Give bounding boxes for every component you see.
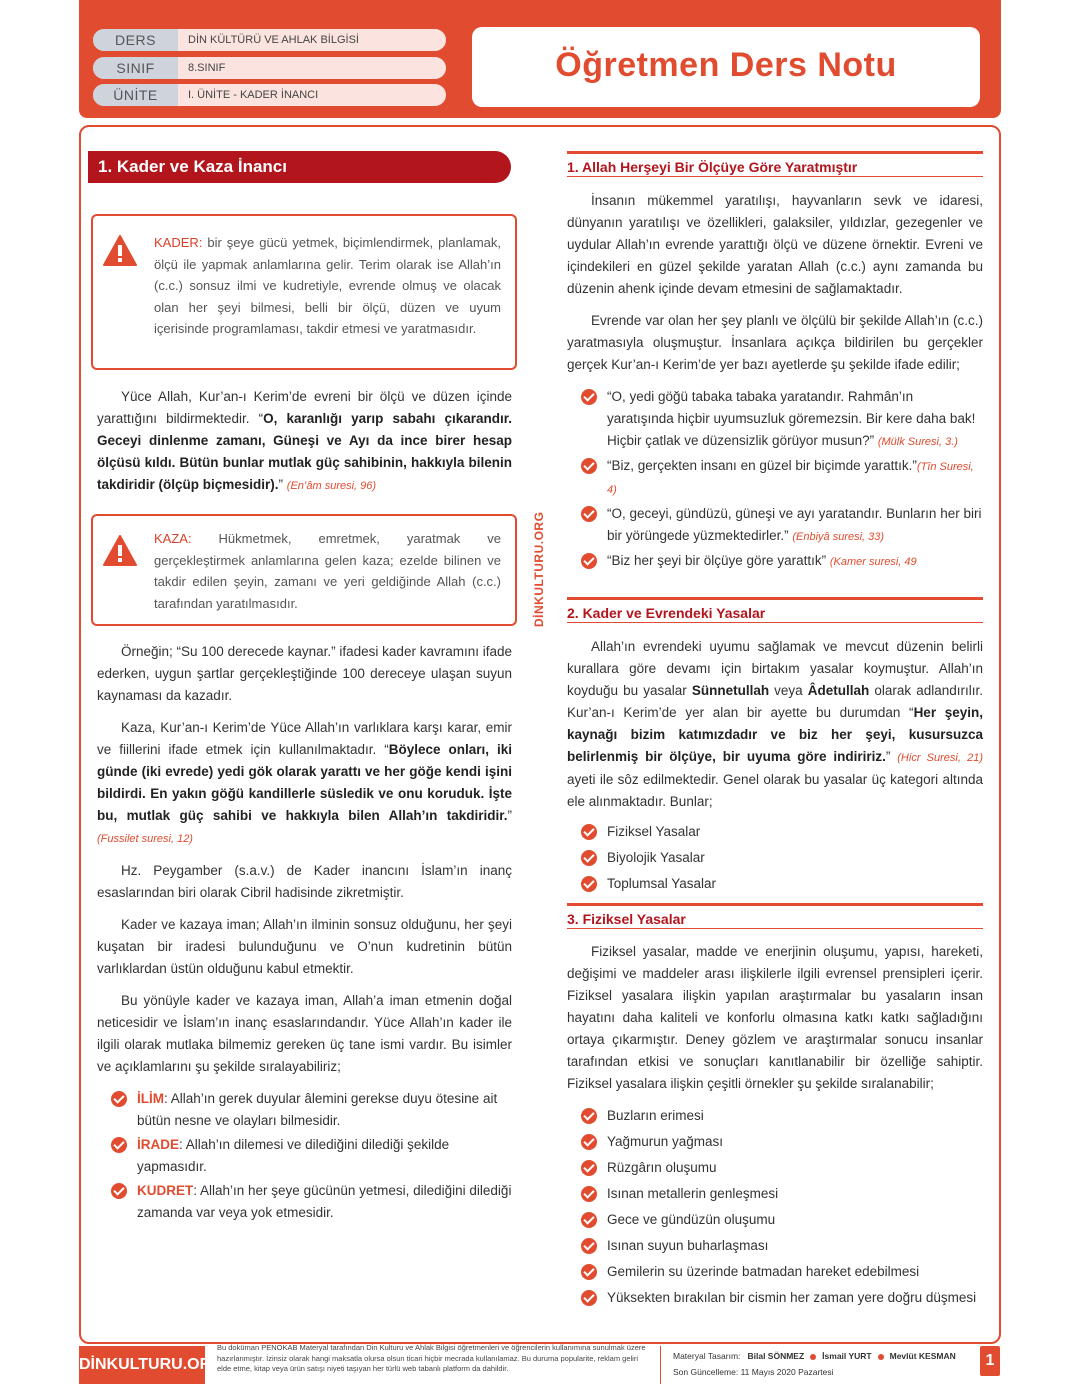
- law-label: Fiziksel Yasalar: [607, 824, 701, 839]
- reference: (Hicr Suresi, 21): [897, 752, 983, 764]
- paragraph: [97, 717, 512, 850]
- text: Kaza, Kur’an-ı Kerim’de Yüce Allah’ın varlıklara karşı karar, emir ve fiillerini ifade etmek için kullanılmaktadır. “: [97, 720, 512, 757]
- footer-divider: [660, 1346, 661, 1384]
- list-item: [567, 455, 983, 501]
- name-key: İRADE: [137, 1137, 180, 1152]
- list-item: [567, 503, 983, 548]
- right-text-block-2: [567, 636, 983, 895]
- author-name: Bilal SÖNMEZ: [747, 1351, 805, 1361]
- text: Allah’ın evrendeki uyumu sağlamak ve mevcut düzenin belirli kurallara göre devamı için birtakım yasalar koymuştur. Allah’ın koyduğu bu yasalar: [567, 639, 983, 698]
- text: ”: [278, 477, 287, 492]
- updated-date: 11 Mayıs 2020 Pazartesi: [740, 1367, 834, 1377]
- laws-list: [567, 821, 983, 895]
- name-key: İLİM: [137, 1091, 164, 1106]
- check-circle-icon: [581, 1290, 597, 1306]
- list-item: [567, 1209, 983, 1231]
- updated-line: [673, 1364, 956, 1380]
- paragraph: [97, 386, 512, 497]
- names-list: [97, 1088, 512, 1224]
- quote: Böylece onları, iki günde (iki evrede) yedi gök olarak yarattı ve her göğe kendi işini bildirdi. En yakın göğü kandillerle süsledik ve onu koruduk. İşte bu, mutlak güç sahibi ve hakkıyla bilen Allah’ın takdiridir.: [97, 742, 513, 823]
- meta-label: ÜNİTE: [93, 84, 178, 106]
- meta-value: DİN KÜLTÜRÜ VE AHLAK BİLGİSİ: [188, 34, 359, 46]
- definition-text: [154, 232, 501, 340]
- author-name: İsmail YURT: [822, 1351, 872, 1361]
- name-text: : Allah’ın gerek duyular âlemini gerekse duyu ötesine ait bütün nesne ve olayları bilmesidir.: [137, 1091, 498, 1128]
- list-item: [97, 1088, 512, 1132]
- reference: (Enbiyâ suresi, 33): [792, 531, 885, 543]
- examples-list: [567, 1105, 983, 1309]
- list-item: [567, 1183, 983, 1205]
- check-circle-icon: [581, 1186, 597, 1202]
- list-item: [567, 1261, 983, 1283]
- list-item: [97, 1134, 512, 1178]
- page-title: Öğretmen Ders Notu: [555, 46, 897, 84]
- law-label: Biyolojik Yasalar: [607, 850, 705, 865]
- name-key: KUDRET: [137, 1183, 194, 1198]
- reference: (Mülk Suresi, 3.): [877, 436, 958, 448]
- list-item: [567, 873, 983, 895]
- paragraph: İnsanın mükemmel yaratılışı, hayvanların sevk ve idaresi, dünyanın yaratılışı ve özellikleri, galaksiler, yıldızlar, gezegenler ve uydular Allah’ın evrende yarattığı ölçü ve düzene örnektir. Evreni ve içindekileri en güzel şekilde yaratan Allah (c.c.) aynı zamanda bu düzenin ahenk içinde devam etmesini de sağlamaktadır.: [567, 193, 983, 296]
- meta-value: I. ÜNİTE - KADER İNANCI: [188, 89, 319, 101]
- warning-icon: [103, 234, 137, 268]
- credit-label: Materyal Tasarım:: [673, 1351, 741, 1361]
- example-label: Yüksekten bırakılan bir cismin her zaman yere doğru düşmesi: [607, 1290, 977, 1305]
- list-item: [567, 1157, 983, 1179]
- check-circle-icon: [581, 506, 597, 522]
- meta-label: SINIF: [93, 57, 178, 79]
- text: ”: [885, 749, 898, 764]
- left-text-block-2: [97, 641, 512, 1224]
- quote: Her şeyin, kaynağı bizim katımızdadır ve biz her şeyi, kusursuzca belirlenmiş bir ölçüye, bir uyuma göre indiririz.: [567, 705, 983, 764]
- check-circle-icon: [581, 1264, 597, 1280]
- paragraph: Bu yönüyle kader ve kazaya iman, Allah’a iman etmenin doğal neticesidir ve İslam’ın inanç esaslarındandır. Yüce Allah’ın kader ile ilgili olarak mutlaka bilmemiz gereken üç tane ismi vardır. Bu isimler ve açıklamlarını şu şekilde sıralayabiliriz;: [97, 993, 512, 1074]
- section-title-2: 2. Kader ve Evrendeki Yasalar: [567, 597, 983, 623]
- check-circle-icon: [581, 850, 597, 866]
- list-item: [567, 1287, 983, 1309]
- right-text-block-1: [567, 190, 983, 573]
- check-circle-icon: [111, 1091, 127, 1107]
- definition-box-kaza: [91, 514, 517, 626]
- verse-text: “Biz, gerçekten insanı en güzel bir biçimde yarattık.”: [607, 458, 917, 473]
- paragraph: Fiziksel yasalar, madde ve enerjinin oluşumu, yapısı, hareketi, değişimi ve maddeler arası ilişkilerle ilgili evrensel prensipleri içerir. Fiziksel yasalara ilişkin yapılan araştırmalar bu yasaların insan hayatını daha kaliteli ve konforlu olmasına katkı katkı sağladığını ortaya çıkarmıştır. Deney gözlem ve araştırmalar sonucu insanlar tarafından etkisi ve sonuçları kanıtlanabilir bir özelliğe sahiptir. Fiziksel yasalara ilişkin çeşitli örnekler şu şekilde sıralanabilir;: [567, 944, 983, 1091]
- author-name: Mevlüt KESMAN: [889, 1351, 956, 1361]
- footer-disclaimer: Bu doküman PENOKAB Materyal tarafından Din Kulturu ve Ahlak Bilgisi öğretmenleri ve öğrencilerin kullanımına sunulmak üzere hazırlanmıştır. İzinsiz olarak hangi maksatla olursa olsun ticari hiçbir mecrada kullanılamaz. Bu duruma popularite, reklam geliri elde etme, kitap veya ürün satışı niyeti taşıyan her türlü web tabanlı platform da dahildir.: [217, 1343, 646, 1373]
- warning-icon: [103, 534, 137, 568]
- example-label: Isınan suyun buharlaşması: [607, 1238, 769, 1253]
- definition-key: KADER:: [154, 235, 203, 250]
- verse-list: [567, 386, 983, 573]
- updated-label: Son Güncelleme:: [673, 1367, 741, 1377]
- meta-value: 8.SINIF: [188, 62, 226, 74]
- list-item: [567, 1131, 983, 1153]
- text: veya: [769, 683, 808, 698]
- section-title-3: 3. Fiziksel Yasalar: [567, 903, 983, 929]
- header-bar: [79, 0, 1001, 118]
- paragraph: Kader ve kazaya iman; Allah’ın ilminin sonsuz olduğunu, her şeyi kuşatan bir iradesi bulunduğunu ve O’nun kudretinin bütün varlıklardan üstün olduğunu kabul etmektir.: [97, 917, 512, 976]
- name-text: : Allah’ın dilemesi ve dilediğini dilediği şekilde yapmasıdır.: [137, 1137, 450, 1174]
- example-label: Gemilerin su üzerinde batmadan hareket edebilmesi: [607, 1264, 920, 1279]
- dot-icon: [878, 1354, 884, 1360]
- reference: (En’âm suresi, 96): [286, 480, 377, 492]
- dot-icon: [810, 1354, 816, 1360]
- check-circle-icon: [111, 1137, 127, 1153]
- meta-row-ders: [93, 29, 446, 51]
- text: ayeti ile sôz edilmektedir. Genel olarak bu yasalar üç kategori altında ele alınmaktadır. Bunlar;: [567, 772, 983, 809]
- section-title-kader-kaza: 1. Kader ve Kaza İnancı: [88, 151, 511, 183]
- check-circle-icon: [581, 389, 597, 405]
- side-brand-label: DİNKULTURU.ORG: [532, 511, 546, 627]
- text: olarak adlandırılır. Kur’an-ı Kerim’de yer alan bir ayette bu durumdan “: [567, 683, 984, 720]
- verse-text: “Biz her şeyi bir ölçüye göre yarattık”: [607, 553, 830, 568]
- paragraph: Hz. Peygamber (s.a.v.) de Kader inancını İslam’ın inanç esaslarından biri olarak Cibril hadisinde zikretmiştir.: [97, 863, 512, 900]
- paragraph: Örneğin; “Su 100 derecede kaynar.” ifadesi kader kavramını ifade ederken, uygun şartlar gerçekleştiğinde 100 dereceye ulaşan suyun kaynaması da kazadır.: [97, 644, 512, 703]
- definition-box-kader: [91, 214, 517, 370]
- text: ”: [507, 808, 512, 823]
- check-circle-icon: [581, 876, 597, 892]
- reference: (Fussilet suresi, 12): [97, 833, 193, 845]
- paragraph: Evrende var olan her şey planlı ve ölçülü bir şekilde Allah’ın (c.c.) yaratmasıyla oluşmuştur. İnsanlara açıkça bildirilen bu gerçekler gerçek Kur’an-ı Kerim’de yer bazı ayetlerde şu şekilde ifade edilir;: [567, 313, 983, 372]
- example-label: Gece ve gündüzün oluşumu: [607, 1212, 776, 1227]
- credit-line: [673, 1348, 956, 1364]
- title-box: [472, 27, 980, 107]
- meta-label: DERS: [93, 29, 178, 51]
- definition-body: Hükmetmek, emretmek, yaratmak ve gerçekleştirmek anlamlarına gelen kaza; ezelde bilinen ve takdir edilen şeyin, zamanı ve yeri geldiğinde Allah (c.c.) tarafından yaratılmasıdır.: [154, 531, 501, 611]
- example-label: Isınan metallerin genleşmesi: [607, 1186, 779, 1201]
- page-number: 1: [980, 1346, 1000, 1376]
- list-item: [567, 1105, 983, 1127]
- list-item: [567, 386, 983, 453]
- term: Sünnetullah: [691, 683, 770, 698]
- paragraph: [567, 636, 983, 813]
- name-text: : Allah’ın her şeye gücünün yetmesi, dilediğini dilediği zamanda var veya yok etmesidir.: [137, 1183, 512, 1220]
- text: Yüce Allah, Kur’an-ı Kerim’de evreni bir ölçü ve düzen içinde yarattığını bildirmektedir. “: [97, 389, 512, 426]
- check-circle-icon: [581, 458, 597, 474]
- definition-body: bir şeye gücü yetmek, biçimlendirmek, planlamak, ölçü ile yapmak anlamlarına gelir. Terim olarak ise Allah’ın (c.c.) sonsuz ilmi ve kudretiyle, evrende olmuş ve olacak olan her şeyi bilmesi, belli bir ölçü, düzen ve uyum içerisinde programlaması, takdir etmesi ve yaratmasıdır.: [154, 235, 501, 336]
- quote: O, karanlığı yarıp sabahı çıkarandır. Geceyi dinlenme zamanı, Güneşi ve Ayı da ince birer hesap ölçüsü kıldı. Bütün bunlar mutlak güç sahibinin, hakkıyla bilenin takdiridir (ölçüp biçmesidir).: [97, 411, 512, 492]
- check-circle-icon: [581, 1134, 597, 1150]
- check-circle-icon: [111, 1183, 127, 1199]
- check-circle-icon: [581, 1108, 597, 1124]
- list-item: [567, 1235, 983, 1257]
- footer-brand: DİNKULTURU.ORG: [79, 1346, 205, 1384]
- footer-credits: [673, 1348, 956, 1380]
- meta-row-sinif: [93, 57, 446, 79]
- list-item: [567, 821, 983, 843]
- check-circle-icon: [581, 553, 597, 569]
- example-label: Rüzgârın oluşumu: [607, 1160, 717, 1175]
- check-circle-icon: [581, 1212, 597, 1228]
- example-label: Buzların erimesi: [607, 1108, 704, 1123]
- term: Âdetullah: [807, 683, 870, 698]
- check-circle-icon: [581, 1238, 597, 1254]
- list-item: [567, 847, 983, 869]
- check-circle-icon: [581, 1160, 597, 1176]
- definition-text: [154, 528, 501, 614]
- verse-text: “O, yedi göğü tabaka tabaka yaratandır. Rahmân’ın yaratışında hiçbir uyumsuzluk göremezsin. Bir kere daha bak! Hiçbir çatlak ve düzensizlik görüyor musun?”: [607, 389, 976, 448]
- definition-key: KAZA:: [154, 531, 192, 546]
- section-title-1: 1. Allah Herşeyi Bir Ölçüye Göre Yaratmıştır: [567, 151, 983, 177]
- list-item: [97, 1180, 512, 1224]
- meta-row-unite: [93, 84, 446, 106]
- left-text-block-1: [97, 386, 512, 497]
- verse-text: “O, geceyi, gündüzü, güneşi ve ayı yaratandır. Bunların her biri bir yörüngede yüzmektedirler.”: [607, 506, 982, 543]
- law-label: Toplumsal Yasalar: [607, 876, 717, 891]
- list-item: [567, 550, 983, 573]
- example-label: Yağmurun yağması: [607, 1134, 724, 1149]
- check-circle-icon: [581, 824, 597, 840]
- reference: (Tîn Suresi, 4): [607, 461, 974, 496]
- reference: (Kamer suresi, 49: [829, 556, 917, 568]
- right-text-block-3: [567, 941, 983, 1309]
